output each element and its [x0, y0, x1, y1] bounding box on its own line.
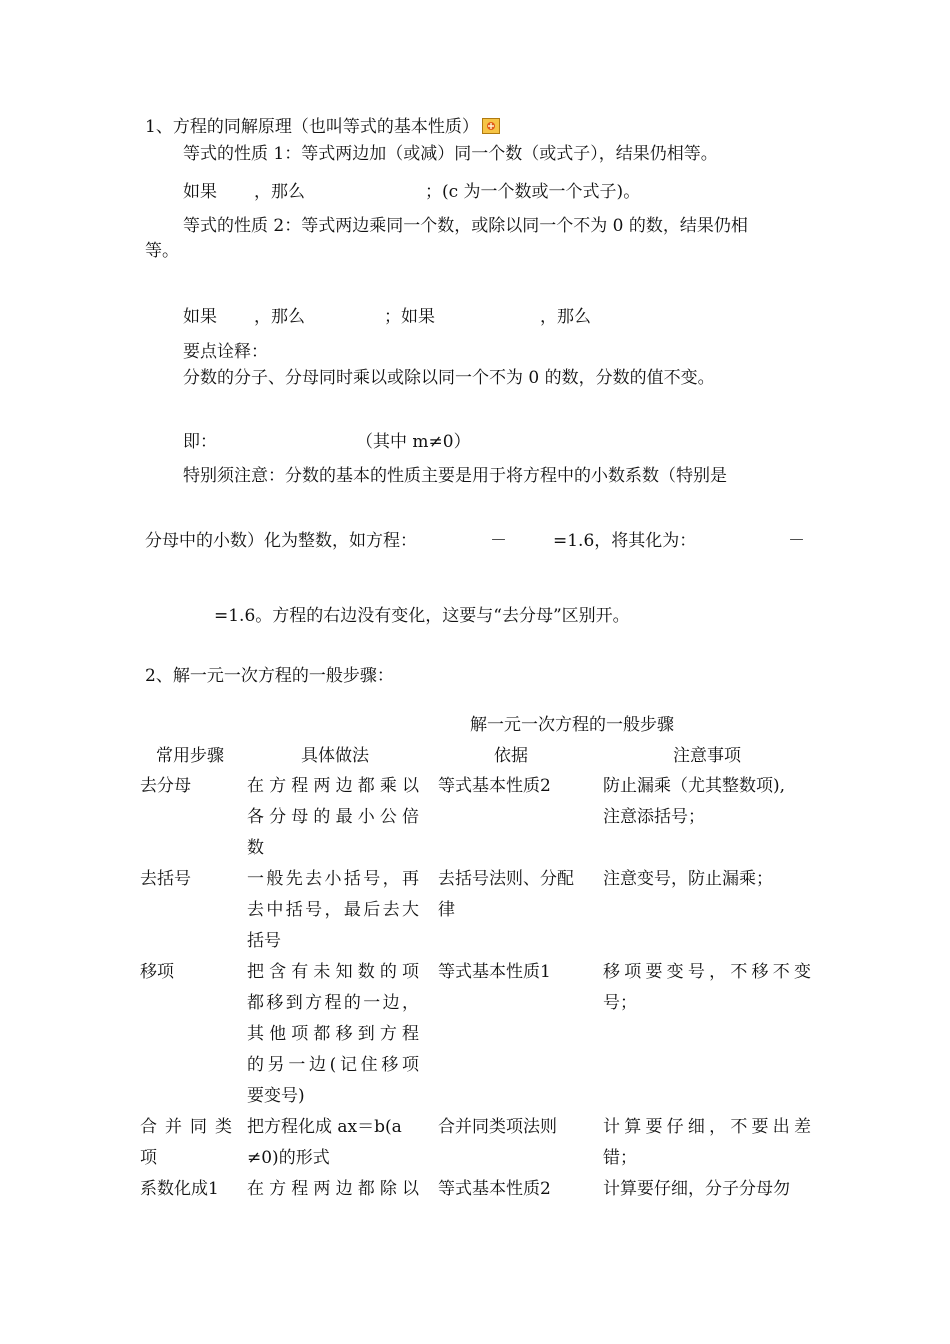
- table-row-method: 在方程两边都乘以 各分母的最小公倍 数: [247, 776, 419, 858]
- table-row-method: 把含有未知数的项 都移到方程的一边， 其他项都移到方程 的另一边(记住移项 要变号): [247, 962, 419, 1106]
- fraction-ie: 即：: [183, 432, 217, 452]
- table-row-method: 一般先去小括号，再 去中括号，最后去大 括号: [247, 869, 419, 951]
- table-title: 解一元一次方程的一般步骤: [470, 715, 674, 735]
- table-row-note: 注意变号，防止漏乘；: [603, 869, 773, 889]
- table-row-basis: 去括号法则、分配 律: [438, 869, 574, 920]
- header-basis: 依据: [494, 746, 528, 766]
- table-row-step: 去括号: [140, 869, 191, 889]
- table-row-note: 计算要仔细，分子分母勿: [603, 1179, 790, 1199]
- note-line1: 特别须注意：分数的基本的性质主要是用于将方程中的小数系数（特别是: [183, 466, 727, 486]
- property1-then: ，那么: [254, 182, 305, 202]
- equation-value: =1.6，将其化为：: [553, 531, 697, 551]
- note-line3: =1.6。方程的右边没有变化，这要与“去分母”区别开。: [214, 606, 630, 626]
- table-row-step: 系数化成1: [140, 1179, 219, 1199]
- header-note: 注意事项: [673, 746, 741, 766]
- property1-if: 如果: [183, 182, 217, 202]
- table-row-basis: 等式基本性质2: [438, 1179, 551, 1199]
- minus-sign-1: －: [490, 531, 507, 551]
- header-step: 常用步骤: [156, 746, 224, 766]
- table-row-note: 移项要变号，不移不变 号；: [603, 962, 811, 1013]
- property2-line1: 等式的性质 2：等式两边乘同一个数，或除以同一个不为 0 的数，结果仍相: [183, 216, 748, 236]
- property2-then1: ，那么: [254, 307, 305, 327]
- fraction-condition: （其中 m≠0）: [356, 432, 471, 452]
- note-line2: 分母中的小数）化为整数，如方程：: [145, 531, 417, 551]
- insert-object-icon: [482, 118, 500, 134]
- header-method: 具体做法: [301, 746, 369, 766]
- table-row-method: 在方程两边都除以: [247, 1179, 419, 1199]
- minus-sign-2: －: [788, 531, 805, 551]
- table-row-step: 移项: [140, 962, 174, 982]
- property2-if1: 如果: [183, 307, 217, 327]
- table-row-basis: 等式基本性质2: [438, 776, 551, 796]
- key-points-title: 要点诠释：: [183, 342, 268, 362]
- table-row-step: 合并同类 项: [140, 1117, 232, 1168]
- property1-text: 等式的性质 1：等式两边加（或减）同一个数（或式子），结果仍相等。: [183, 144, 718, 164]
- table-row-note: 防止漏乘（尤其整数项), 注意添括号；: [603, 776, 786, 827]
- section2-title: 2、解一元一次方程的一般步骤：: [145, 666, 394, 686]
- table-row-method: 把方程化成 ax＝b(a ≠0)的形式: [247, 1117, 402, 1168]
- property2-then2: ，那么: [540, 307, 591, 327]
- property1-note: ；(c 为一个数或一个式子)。: [425, 182, 641, 202]
- table-row-step: 去分母: [140, 776, 191, 796]
- table-row-note: 计算要仔细，不要出差 错；: [603, 1117, 811, 1168]
- key-points-text: 分数的分子、分母同时乘以或除以同一个不为 0 的数，分数的值不变。: [183, 368, 715, 388]
- section1-title: 1、方程的同解原理（也叫等式的基本性质）: [145, 116, 500, 138]
- table-row-basis: 合并同类项法则: [438, 1117, 557, 1137]
- table-row-basis: 等式基本性质1: [438, 962, 551, 982]
- property2-if2: ；如果: [384, 307, 435, 327]
- property2-line2: 等。: [145, 241, 179, 261]
